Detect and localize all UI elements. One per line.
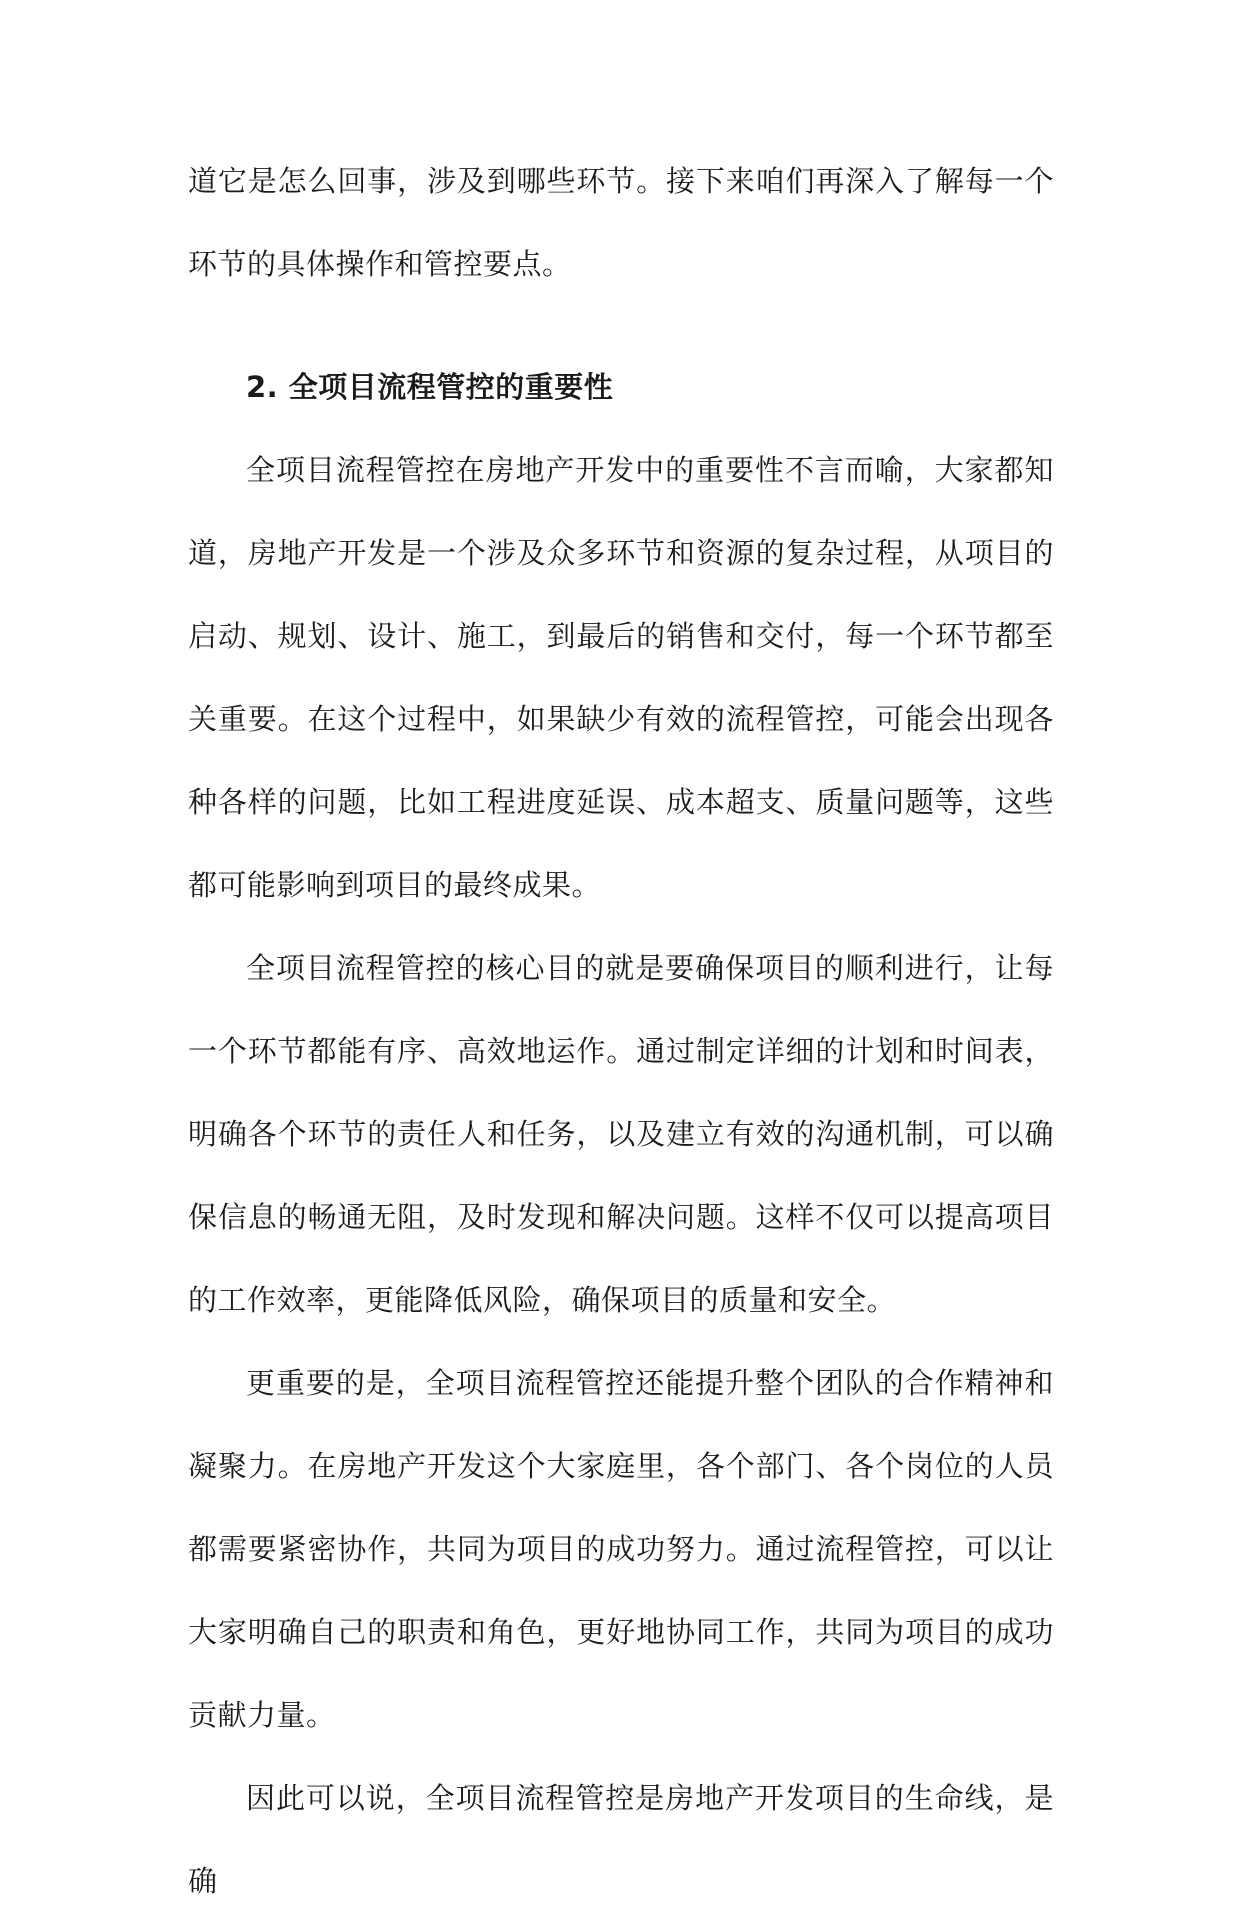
section-spacer — [188, 306, 1054, 346]
document-body — [188, 140, 1054, 1923]
paragraph-4: 因此可以说，全项目流程管控是房地产开发项目的生命线，是确 — [188, 1781, 1054, 1898]
section-heading: 2. 全项目流程管控的重要性 — [246, 370, 614, 404]
paragraph-1: 全项目流程管控在房地产开发中的重要性不言而喻，大家都知道，房地产开发是一个涉及众多环节和资源的复杂过程，从项目的启动、规划、设计、施工，到最后的销售和交付，每一个环节都至关重要。在这个过程中，如果缺少有效的流程管控，可能会出现各种各样的问题，比如工程进度延误、成本超支、质量问题等，这些都可能影响到项目的最终成果。 — [188, 453, 1054, 902]
paragraph-3: 更重要的是，全项目流程管控还能提升整个团队的合作精神和凝聚力。在房地产开发这个大家庭里，各个部门、各个岗位的人员都需要紧密协作，共同为项目的成功努力。通过流程管控，可以让大家明确自己的职责和角色，更好地协同工作，共同为项目的成功贡献力量。 — [188, 1366, 1054, 1732]
paragraph-2: 全项目流程管控的核心目的就是要确保项目的顺利进行，让每一个环节都能有序、高效地运作。通过制定详细的计划和时间表，明确各个环节的责任人和任务，以及建立有效的沟通机制，可以确保信息的畅通无阻，及时发现和解决问题。这样不仅可以提高项目的工作效率，更能降低风险，确保项目的质量和安全。 — [188, 951, 1054, 1317]
paragraph-intro-continued: 道它是怎么回事，涉及到哪些环节。接下来咱们再深入了解每一个环节的具体操作和管控要点。 — [188, 164, 1054, 281]
